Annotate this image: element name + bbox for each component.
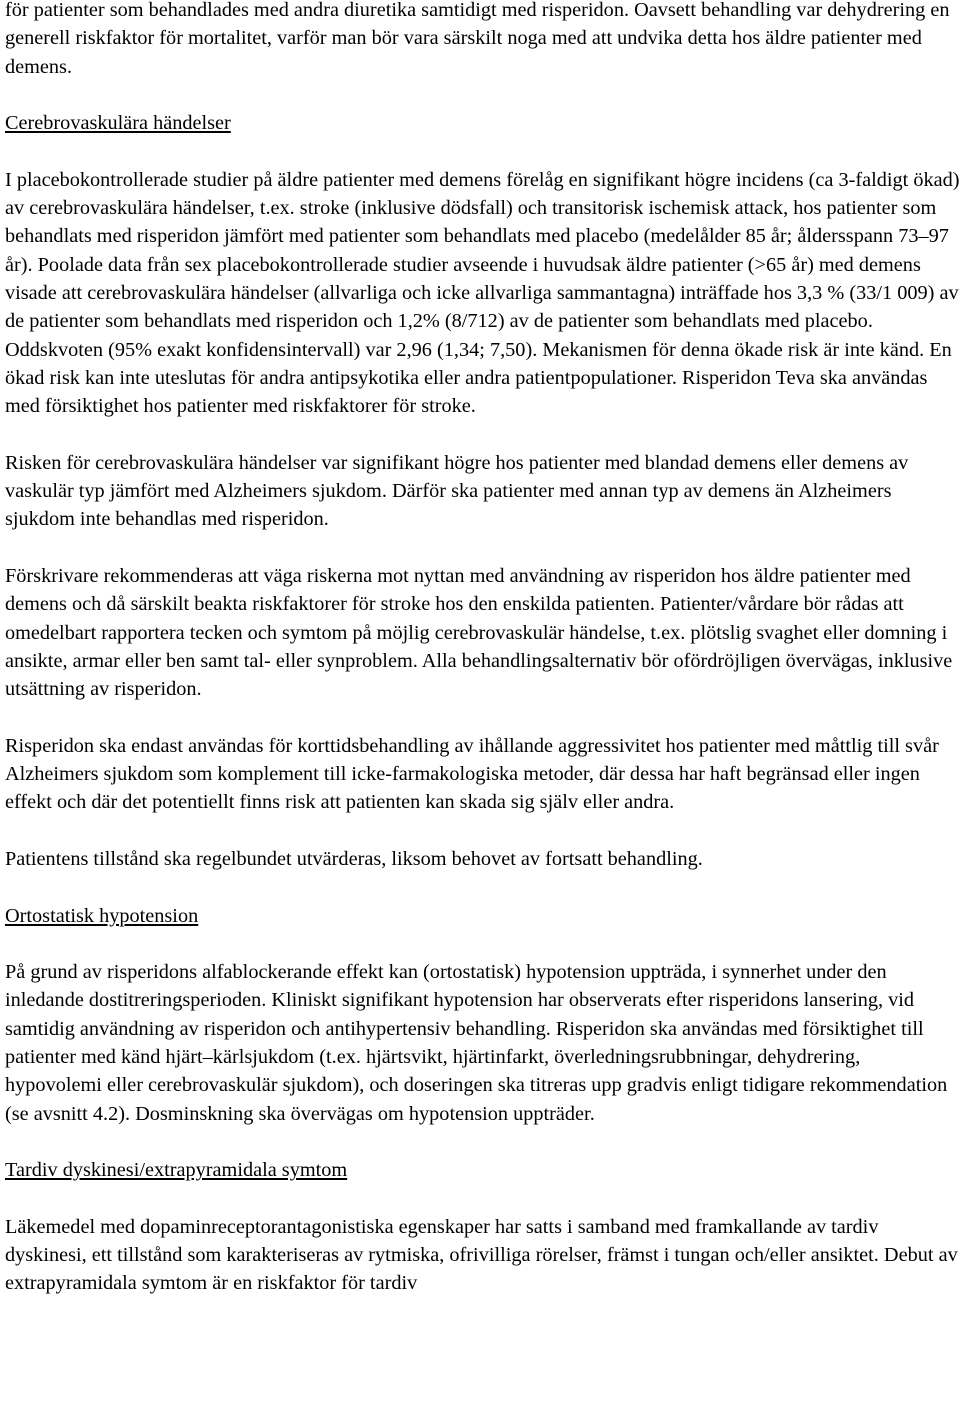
- paragraph-dehydration: för patienter som behandlades med andra diuretika samtidigt med risperidon. Oavsett behandling var dehydrering en generell riskfaktor för mortalitet, varför man bör vara särskilt noga med att undvika detta hos äldre patienter med demens.: [5, 0, 950, 78]
- paragraph-regular-evaluation: Patientens tillstånd ska regelbundet utvärderas, liksom behovet av fortsatt behandling.: [5, 847, 703, 870]
- paragraph-prescriber-advice: Förskrivare rekommenderas att väga riskerna mot nyttan med användning av risperidon hos äldre patienter med demens och då särskilt beakta riskfaktorer för stroke hos den enskilda patienten. Patienter/vårdare bör rådas att omedelbart rapportera tecken och symtom på möjlig cerebrovaskulär händelse, t.ex. plötslig svaghet eller domning i ansikte, armar eller ben samt tal- eller synproblem. Alla behandlingsalternativ bör ofördröjligen övervägas, inklusive utsättning av risperidon.: [5, 564, 953, 701]
- heading-orthostatic-hypotension: Ortostatisk hypotension: [5, 904, 199, 927]
- paragraph-placebo-studies: I placebokontrollerade studier på äldre patienter med demens förelåg en signifikant högre incidens (ca 3-faldigt ökad) av cerebrovaskulära händelser, t.ex. stroke (inklusive dödsfall) och transitorisk ischemisk attack, hos patienter som behandlats med risperidon jämfört med patienter som behandlats med placebo (medelålder 85 år; åldersspann 73–97 år). Poolade data från sex placebokontrollerade studier avseende i huvudsak äldre patienter (>65 år) med demens visade att cerebrovaskulära händelser (allvarliga och icke allvarliga sammantagna) inträffade hos 3,3 % (33/1 009) av de patienter som behandlats med risperidon och 1,2% (8/712) av de patienter som behandlats med placebo. Oddskvoten (95% exakt konfidensintervall) var 2,96 (1,34; 7,50). Mekanismen för denna ökade risk är inte känd. En ökad risk kan inte uteslutas för andra antipsykotika eller andra patientpopulationer. Risperidon Teva ska användas med försiktighet hos patienter med riskfaktorer för stroke.: [5, 168, 960, 418]
- paragraph-short-term-treatment: Risperidon ska endast användas för korttidsbehandling av ihållande aggressivitet hos patienter med måttlig till svår Alzheimers sjukdom som komplement till icke-farmakologiska metoder, där dessa har haft begränsad eller ingen effekt och där det potentiellt finns risk att patienten kan skada sig själv eller andra.: [5, 734, 939, 814]
- paragraph-hypotension: På grund av risperidons alfablockerande effekt kan (ortostatisk) hypotension uppträda, i synnerhet under den inledande dostitreringsperioden. Kliniskt signifikant hypotension har observerats efter risperidons lansering, vid samtidig användning av risperidon och antihypertensiv behandling. Risperidon ska användas med försiktighet till patienter med känd hjärt–kärlsjukdom (t.ex. hjärtsvikt, hjärtinfarkt, överledningsrubbningar, dehydrering, hypovolemi eller cerebrovaskulär sjukdom), och doseringen ska titreras upp gradvis enligt tidigare rekommendation (se avsnitt 4.2). Dosminskning ska övervägas om hypotension uppträder.: [5, 961, 948, 1125]
- paragraph-dopamine-antagonists: Läkemedel med dopaminreceptorantagonistiska egenskaper har satts i samband med framkallande av tardiv dyskinesi, ett tillstånd som karakteriseras av rytmiska, ofrivilliga rörelser, främst i tungan och/eller ansiktet. Debut av extrapyramidala symtom är en riskfaktor för tardiv: [5, 1215, 958, 1295]
- heading-cerebrovascular-events: Cerebrovaskulära händelser: [5, 112, 231, 135]
- document-page: [5, 0, 960, 1298]
- heading-tardive-dyskinesia: Tardiv dyskinesi/extrapyramidala symtom: [5, 1159, 348, 1182]
- paragraph-mixed-dementia: Risken för cerebrovaskulära händelser var signifikant högre hos patienter med blandad demens eller demens av vaskulär typ jämfört med Alzheimers sjukdom. Därför ska patienter med annan typ av demens än Alzheimers sjukdom inte behandlas med risperidon.: [5, 451, 909, 531]
